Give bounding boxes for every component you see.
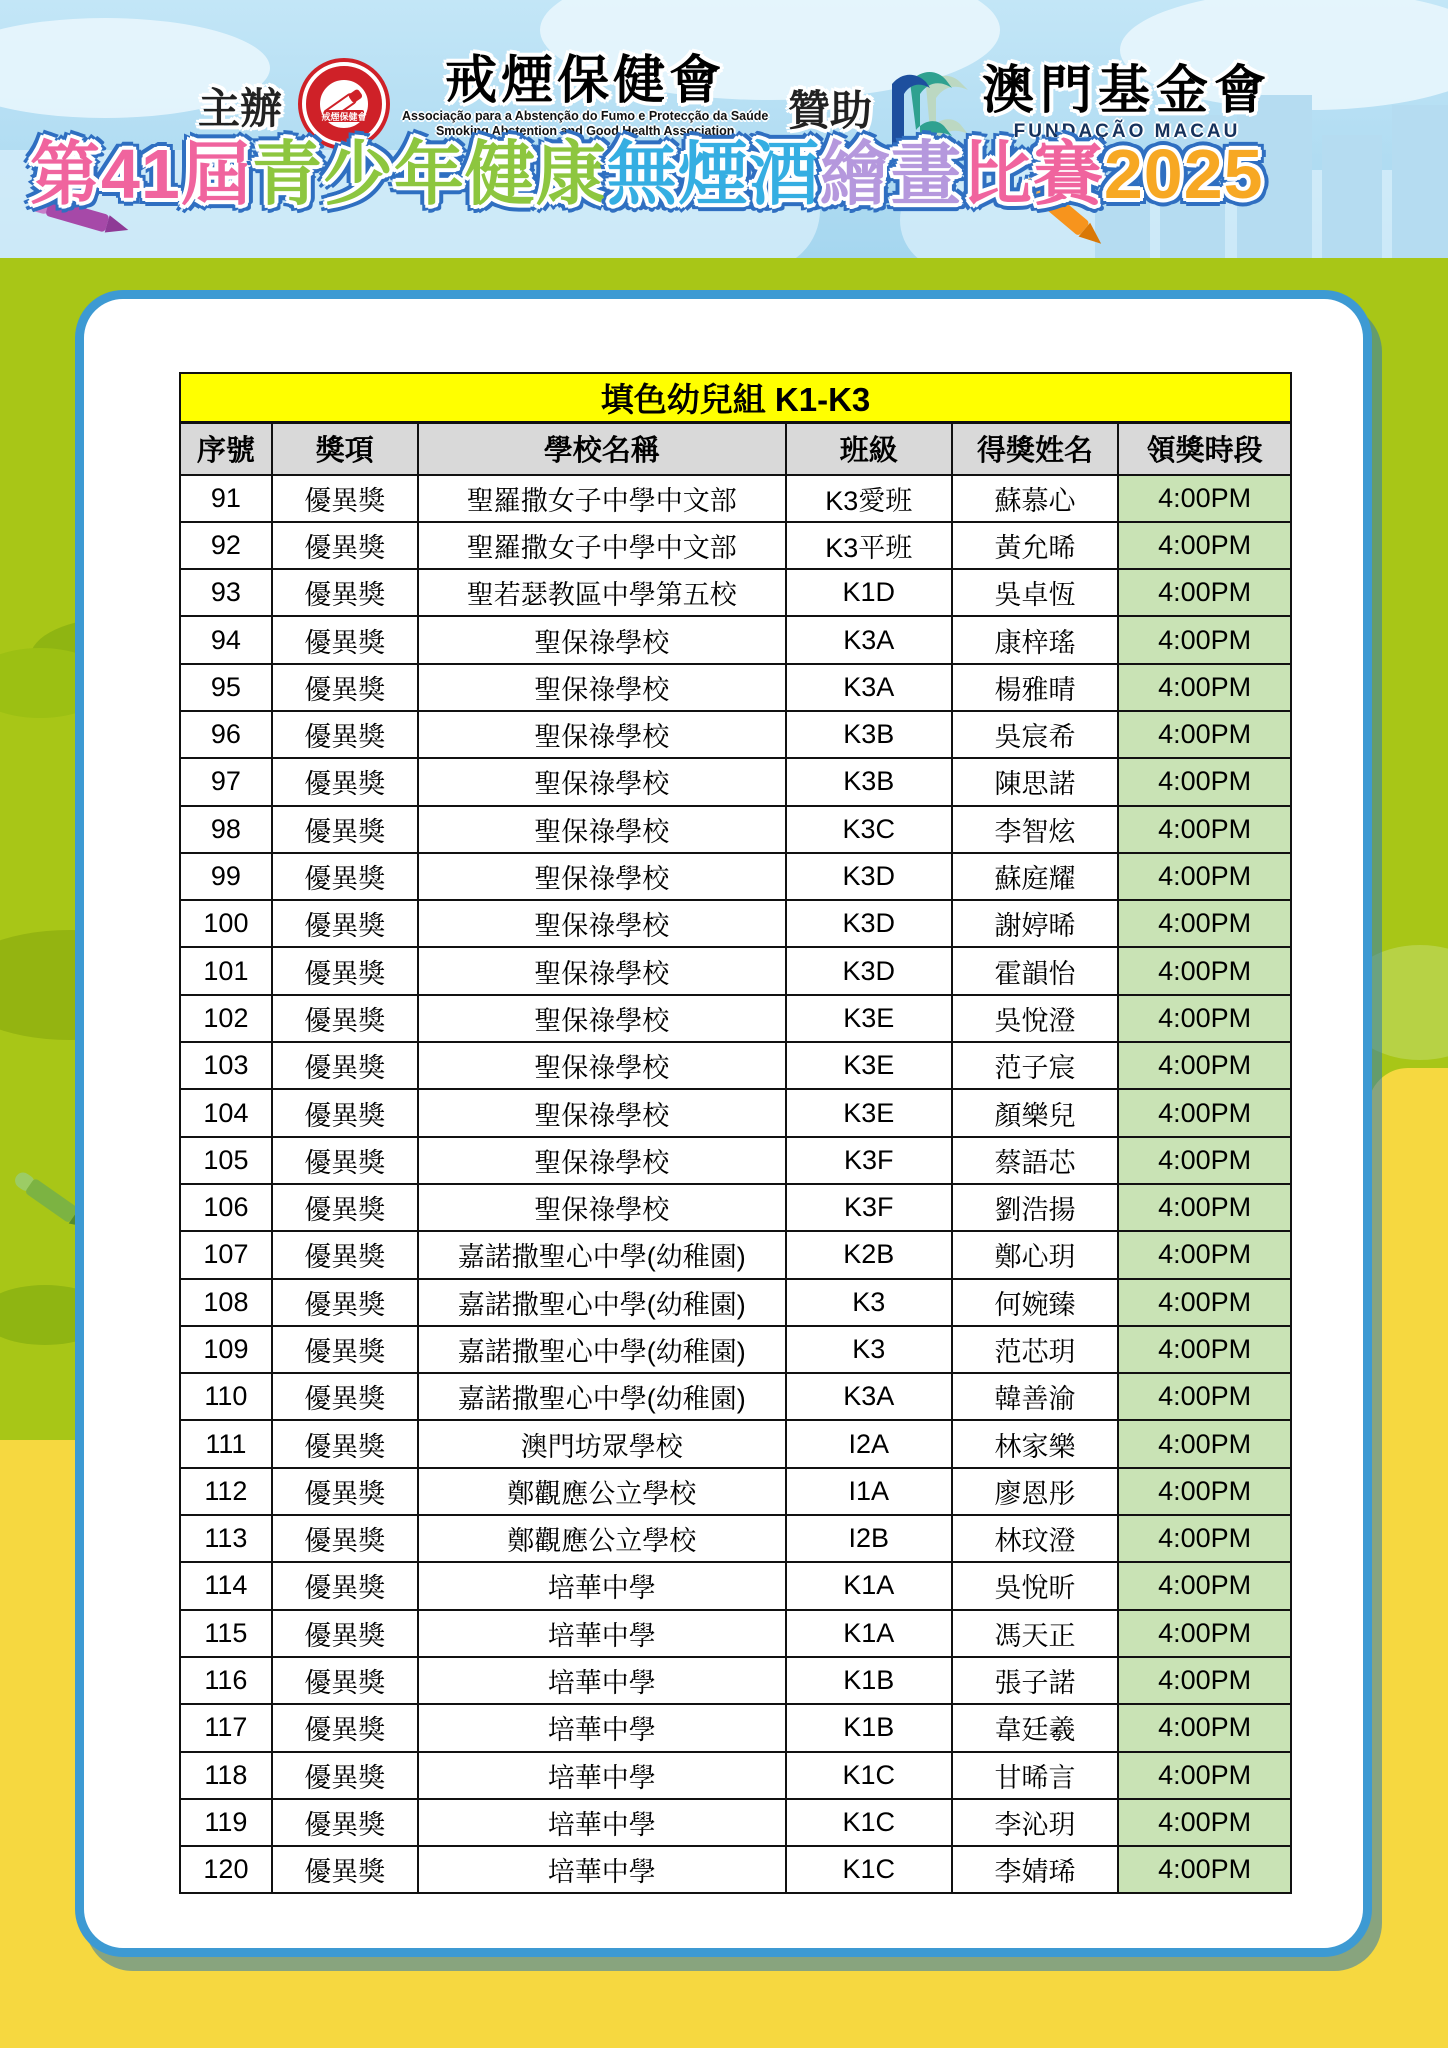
column-header: 學校名稱 [418, 423, 786, 475]
cell-school: 聖若瑟教區中學第五校 [418, 569, 786, 616]
cell-time: 4:00PM [1118, 711, 1291, 758]
organizer-subtitle-pt: Associação para a Abstenção do Fumo e Protecção da Saúde [402, 108, 769, 123]
cell-school: 聖保祿學校 [418, 995, 786, 1042]
cell-school: 聖保祿學校 [418, 758, 786, 805]
cell-award: 優異獎 [272, 853, 418, 900]
cell-name: 何婉臻 [952, 1279, 1119, 1326]
cell-time: 4:00PM [1118, 475, 1291, 522]
cell-school: 培華中學 [418, 1704, 786, 1751]
title-segment: 第41屆 [30, 135, 252, 213]
table-row [180, 1799, 1291, 1846]
cell-name: 范芯玥 [952, 1326, 1119, 1373]
column-header: 獎項 [272, 423, 418, 475]
column-header: 序號 [180, 423, 272, 475]
cell-time: 4:00PM [1118, 522, 1291, 569]
cell-time: 4:00PM [1118, 806, 1291, 853]
cell-no: 93 [180, 569, 272, 616]
cell-class: K3F [786, 1137, 952, 1184]
cell-no: 101 [180, 947, 272, 994]
cell-no: 111 [180, 1420, 272, 1467]
table-row [180, 1468, 1291, 1515]
cell-no: 91 [180, 475, 272, 522]
cell-school: 聖保祿學校 [418, 616, 786, 663]
table-row [180, 1184, 1291, 1231]
column-header: 得獎姓名 [952, 423, 1119, 475]
cell-name: 韋廷羲 [952, 1704, 1119, 1751]
cell-time: 4:00PM [1118, 1420, 1291, 1467]
table-row [180, 1752, 1291, 1799]
cell-no: 98 [180, 806, 272, 853]
table-row [180, 900, 1291, 947]
cell-award: 優異獎 [272, 1042, 418, 1089]
cell-no: 104 [180, 1089, 272, 1136]
cell-name: 黃允晞 [952, 522, 1119, 569]
cell-award: 優異獎 [272, 758, 418, 805]
cell-class: K3D [786, 900, 952, 947]
cell-class: K3A [786, 664, 952, 711]
cell-school: 嘉諾撒聖心中學(幼稚園) [418, 1373, 786, 1420]
table-row [180, 1846, 1291, 1893]
cell-no: 103 [180, 1042, 272, 1089]
table-row [180, 664, 1291, 711]
cell-class: K3E [786, 995, 952, 1042]
cell-name: 韓善渝 [952, 1373, 1119, 1420]
cell-no: 115 [180, 1610, 272, 1657]
cell-class: I1A [786, 1468, 952, 1515]
cell-award: 優異獎 [272, 1562, 418, 1609]
table-row [180, 1704, 1291, 1751]
sponsor-name: 澳門基金會 [982, 62, 1273, 120]
cell-no: 95 [180, 664, 272, 711]
cell-award: 優異獎 [272, 1846, 418, 1893]
table-row [180, 1137, 1291, 1184]
cell-time: 4:00PM [1118, 1657, 1291, 1704]
results-table-body [180, 475, 1291, 1894]
results-card [75, 290, 1372, 1957]
cell-award: 優異獎 [272, 616, 418, 663]
table-row [180, 1562, 1291, 1609]
cell-school: 聖保祿學校 [418, 806, 786, 853]
cell-school: 聖保祿學校 [418, 853, 786, 900]
cell-name: 謝婷晞 [952, 900, 1119, 947]
cell-school: 聖羅撒女子中學中文部 [418, 475, 786, 522]
cell-name: 楊雅晴 [952, 664, 1119, 711]
cell-name: 霍韻怡 [952, 947, 1119, 994]
table-row [180, 1657, 1291, 1704]
cell-no: 108 [180, 1279, 272, 1326]
cell-school: 培華中學 [418, 1562, 786, 1609]
column-header: 領獎時段 [1118, 423, 1291, 475]
cell-name: 林玟澄 [952, 1515, 1119, 1562]
table-row [180, 1089, 1291, 1136]
cell-class: K2B [786, 1231, 952, 1278]
cell-time: 4:00PM [1118, 947, 1291, 994]
cell-class: K1C [786, 1846, 952, 1893]
cell-time: 4:00PM [1118, 1846, 1291, 1893]
cell-no: 100 [180, 900, 272, 947]
cell-name: 甘晞言 [952, 1752, 1119, 1799]
cell-time: 4:00PM [1118, 1562, 1291, 1609]
cell-award: 優異獎 [272, 569, 418, 616]
cell-award: 優異獎 [272, 1799, 418, 1846]
cell-name: 范子宸 [952, 1042, 1119, 1089]
cell-class: K1B [786, 1657, 952, 1704]
table-row [180, 1515, 1291, 1562]
cell-time: 4:00PM [1118, 1184, 1291, 1231]
cell-school: 聖保祿學校 [418, 900, 786, 947]
group-title: 填色幼兒組 K1-K3 [180, 373, 1291, 423]
cell-school: 聖保祿學校 [418, 1089, 786, 1136]
cell-class: K3C [786, 806, 952, 853]
cell-no: 92 [180, 522, 272, 569]
cell-time: 4:00PM [1118, 1326, 1291, 1373]
cell-time: 4:00PM [1118, 758, 1291, 805]
cell-name: 林家樂 [952, 1420, 1119, 1467]
cell-award: 優異獎 [272, 1515, 418, 1562]
cell-school: 培華中學 [418, 1752, 786, 1799]
cell-time: 4:00PM [1118, 616, 1291, 663]
cell-class: K3E [786, 1042, 952, 1089]
cell-award: 優異獎 [272, 522, 418, 569]
cell-name: 李智炫 [952, 806, 1119, 853]
cell-award: 優異獎 [272, 1279, 418, 1326]
table-row [180, 475, 1291, 522]
cell-award: 優異獎 [272, 806, 418, 853]
cell-no: 102 [180, 995, 272, 1042]
cell-class: K3F [786, 1184, 952, 1231]
cell-time: 4:00PM [1118, 569, 1291, 616]
cell-school: 聖保祿學校 [418, 1137, 786, 1184]
cell-award: 優異獎 [272, 1089, 418, 1136]
cell-award: 優異獎 [272, 1231, 418, 1278]
title-segment: 無煙酒 [606, 135, 820, 213]
table-row [180, 995, 1291, 1042]
cell-name: 劉浩揚 [952, 1184, 1119, 1231]
cell-school: 嘉諾撒聖心中學(幼稚園) [418, 1326, 786, 1373]
table-row [180, 569, 1291, 616]
table-row [180, 853, 1291, 900]
cell-award: 優異獎 [272, 1752, 418, 1799]
cell-name: 廖恩彤 [952, 1468, 1119, 1515]
cell-school: 聖羅撒女子中學中文部 [418, 522, 786, 569]
cell-name: 吳卓恆 [952, 569, 1119, 616]
table-row [180, 758, 1291, 805]
cell-no: 117 [180, 1704, 272, 1751]
cell-time: 4:00PM [1118, 1468, 1291, 1515]
cell-name: 張子諾 [952, 1657, 1119, 1704]
cell-school: 鄭觀應公立學校 [418, 1515, 786, 1562]
cell-no: 120 [180, 1846, 272, 1893]
cell-name: 吳宸希 [952, 711, 1119, 758]
cell-time: 4:00PM [1118, 995, 1291, 1042]
cell-award: 優異獎 [272, 1184, 418, 1231]
cell-class: K3D [786, 853, 952, 900]
cell-time: 4:00PM [1118, 1042, 1291, 1089]
cell-time: 4:00PM [1118, 853, 1291, 900]
cell-class: K3平班 [786, 522, 952, 569]
cell-no: 109 [180, 1326, 272, 1373]
cell-school: 聖保祿學校 [418, 947, 786, 994]
cell-award: 優異獎 [272, 1373, 418, 1420]
title-segment: 青少年健康 [251, 135, 607, 213]
cell-name: 李婧琋 [952, 1846, 1119, 1893]
cell-name: 馮天正 [952, 1610, 1119, 1657]
cell-school: 培華中學 [418, 1657, 786, 1704]
cell-time: 4:00PM [1118, 664, 1291, 711]
cell-class: K3B [786, 758, 952, 805]
cell-class: K1A [786, 1562, 952, 1609]
cell-no: 112 [180, 1468, 272, 1515]
cell-no: 118 [180, 1752, 272, 1799]
table-row [180, 1279, 1291, 1326]
cell-class: K3B [786, 711, 952, 758]
cell-class: K3 [786, 1279, 952, 1326]
cell-school: 嘉諾撒聖心中學(幼稚園) [418, 1279, 786, 1326]
cell-class: I2A [786, 1420, 952, 1467]
cell-award: 優異獎 [272, 1657, 418, 1704]
group-header-row [180, 373, 1291, 423]
cell-school: 聖保祿學校 [418, 1042, 786, 1089]
title-segment: 比賽 [961, 135, 1104, 213]
cell-name: 鄭心玥 [952, 1231, 1119, 1278]
cell-no: 110 [180, 1373, 272, 1420]
ground-background [1368, 1068, 1448, 1398]
cell-no: 96 [180, 711, 272, 758]
cell-no: 106 [180, 1184, 272, 1231]
cell-name: 李沁玥 [952, 1799, 1119, 1846]
cell-time: 4:00PM [1118, 1704, 1291, 1751]
cell-award: 優異獎 [272, 1137, 418, 1184]
cell-class: K3A [786, 1373, 952, 1420]
cell-award: 優異獎 [272, 1326, 418, 1373]
cell-time: 4:00PM [1118, 900, 1291, 947]
results-table [179, 372, 1292, 1894]
cell-name: 蘇慕心 [952, 475, 1119, 522]
organizer-name: 戒煙保健會 [445, 52, 726, 110]
cell-school: 嘉諾撒聖心中學(幼稚園) [418, 1231, 786, 1278]
cell-award: 優異獎 [272, 1420, 418, 1467]
cell-no: 99 [180, 853, 272, 900]
cell-award: 優異獎 [272, 1468, 418, 1515]
cell-class: K1B [786, 1704, 952, 1751]
table-row [180, 711, 1291, 758]
svg-text:戒煙保健會: 戒煙保健會 [321, 112, 367, 122]
cell-class: K3A [786, 616, 952, 663]
cell-no: 105 [180, 1137, 272, 1184]
cell-name: 陳思諾 [952, 758, 1119, 805]
cell-time: 4:00PM [1118, 1515, 1291, 1562]
cell-class: K3 [786, 1326, 952, 1373]
cell-name: 吳悅昕 [952, 1562, 1119, 1609]
cell-award: 優異獎 [272, 1704, 418, 1751]
cell-award: 優異獎 [272, 664, 418, 711]
cell-class: K1D [786, 569, 952, 616]
table-row [180, 522, 1291, 569]
cell-time: 4:00PM [1118, 1752, 1291, 1799]
cell-name: 蘇庭耀 [952, 853, 1119, 900]
table-row [180, 1373, 1291, 1420]
table-row [180, 947, 1291, 994]
cell-class: K3E [786, 1089, 952, 1136]
cell-award: 優異獎 [272, 900, 418, 947]
cell-time: 4:00PM [1118, 1610, 1291, 1657]
table-row [180, 1326, 1291, 1373]
cell-class: K1C [786, 1799, 952, 1846]
table-row [180, 1042, 1291, 1089]
title-segment: 2025 [1103, 135, 1264, 213]
cell-name: 蔡語芯 [952, 1137, 1119, 1184]
cell-no: 116 [180, 1657, 272, 1704]
cell-award: 優異獎 [272, 475, 418, 522]
table-row [180, 806, 1291, 853]
grass-background [0, 1380, 80, 1440]
table-row [180, 1231, 1291, 1278]
cell-school: 培華中學 [418, 1799, 786, 1846]
cell-no: 107 [180, 1231, 272, 1278]
cell-no: 113 [180, 1515, 272, 1562]
cell-time: 4:00PM [1118, 1279, 1291, 1326]
cell-time: 4:00PM [1118, 1799, 1291, 1846]
cell-no: 114 [180, 1562, 272, 1609]
column-header-row [180, 423, 1291, 475]
cell-school: 鄭觀應公立學校 [418, 1468, 786, 1515]
cell-name: 吳悅澄 [952, 995, 1119, 1042]
table-row [180, 1610, 1291, 1657]
cell-award: 優異獎 [272, 995, 418, 1042]
cell-time: 4:00PM [1118, 1231, 1291, 1278]
cell-no: 119 [180, 1799, 272, 1846]
cell-award: 優異獎 [272, 1610, 418, 1657]
cell-school: 聖保祿學校 [418, 664, 786, 711]
sponsor-subtitle: FUNDAÇÃO MACAU [1013, 120, 1241, 142]
table-row [180, 616, 1291, 663]
organizer-subtitle-en: Smoking Abstention and Good Health Association [435, 124, 735, 139]
cell-award: 優異獎 [272, 711, 418, 758]
cell-school: 培華中學 [418, 1610, 786, 1657]
cell-school: 聖保祿學校 [418, 711, 786, 758]
cell-name: 顏樂兒 [952, 1089, 1119, 1136]
cell-school: 培華中學 [418, 1846, 786, 1893]
title-segment: 繪畫 [819, 135, 962, 213]
cell-time: 4:00PM [1118, 1373, 1291, 1420]
cell-class: K1A [786, 1610, 952, 1657]
cell-school: 聖保祿學校 [418, 1184, 786, 1231]
cell-no: 94 [180, 616, 272, 663]
sponsor-label: 贊助 [788, 87, 873, 134]
column-header: 班級 [786, 423, 952, 475]
cell-class: I2B [786, 1515, 952, 1562]
organizer-label: 主辦 [198, 85, 283, 132]
cell-time: 4:00PM [1118, 1089, 1291, 1136]
cell-class: K3愛班 [786, 475, 952, 522]
table-row [180, 1420, 1291, 1467]
cell-school: 澳門坊眾學校 [418, 1420, 786, 1467]
cell-time: 4:00PM [1118, 1137, 1291, 1184]
cell-award: 優異獎 [272, 947, 418, 994]
cell-class: K3D [786, 947, 952, 994]
cell-no: 97 [180, 758, 272, 805]
cell-name: 康梓瑤 [952, 616, 1119, 663]
cell-class: K1C [786, 1752, 952, 1799]
